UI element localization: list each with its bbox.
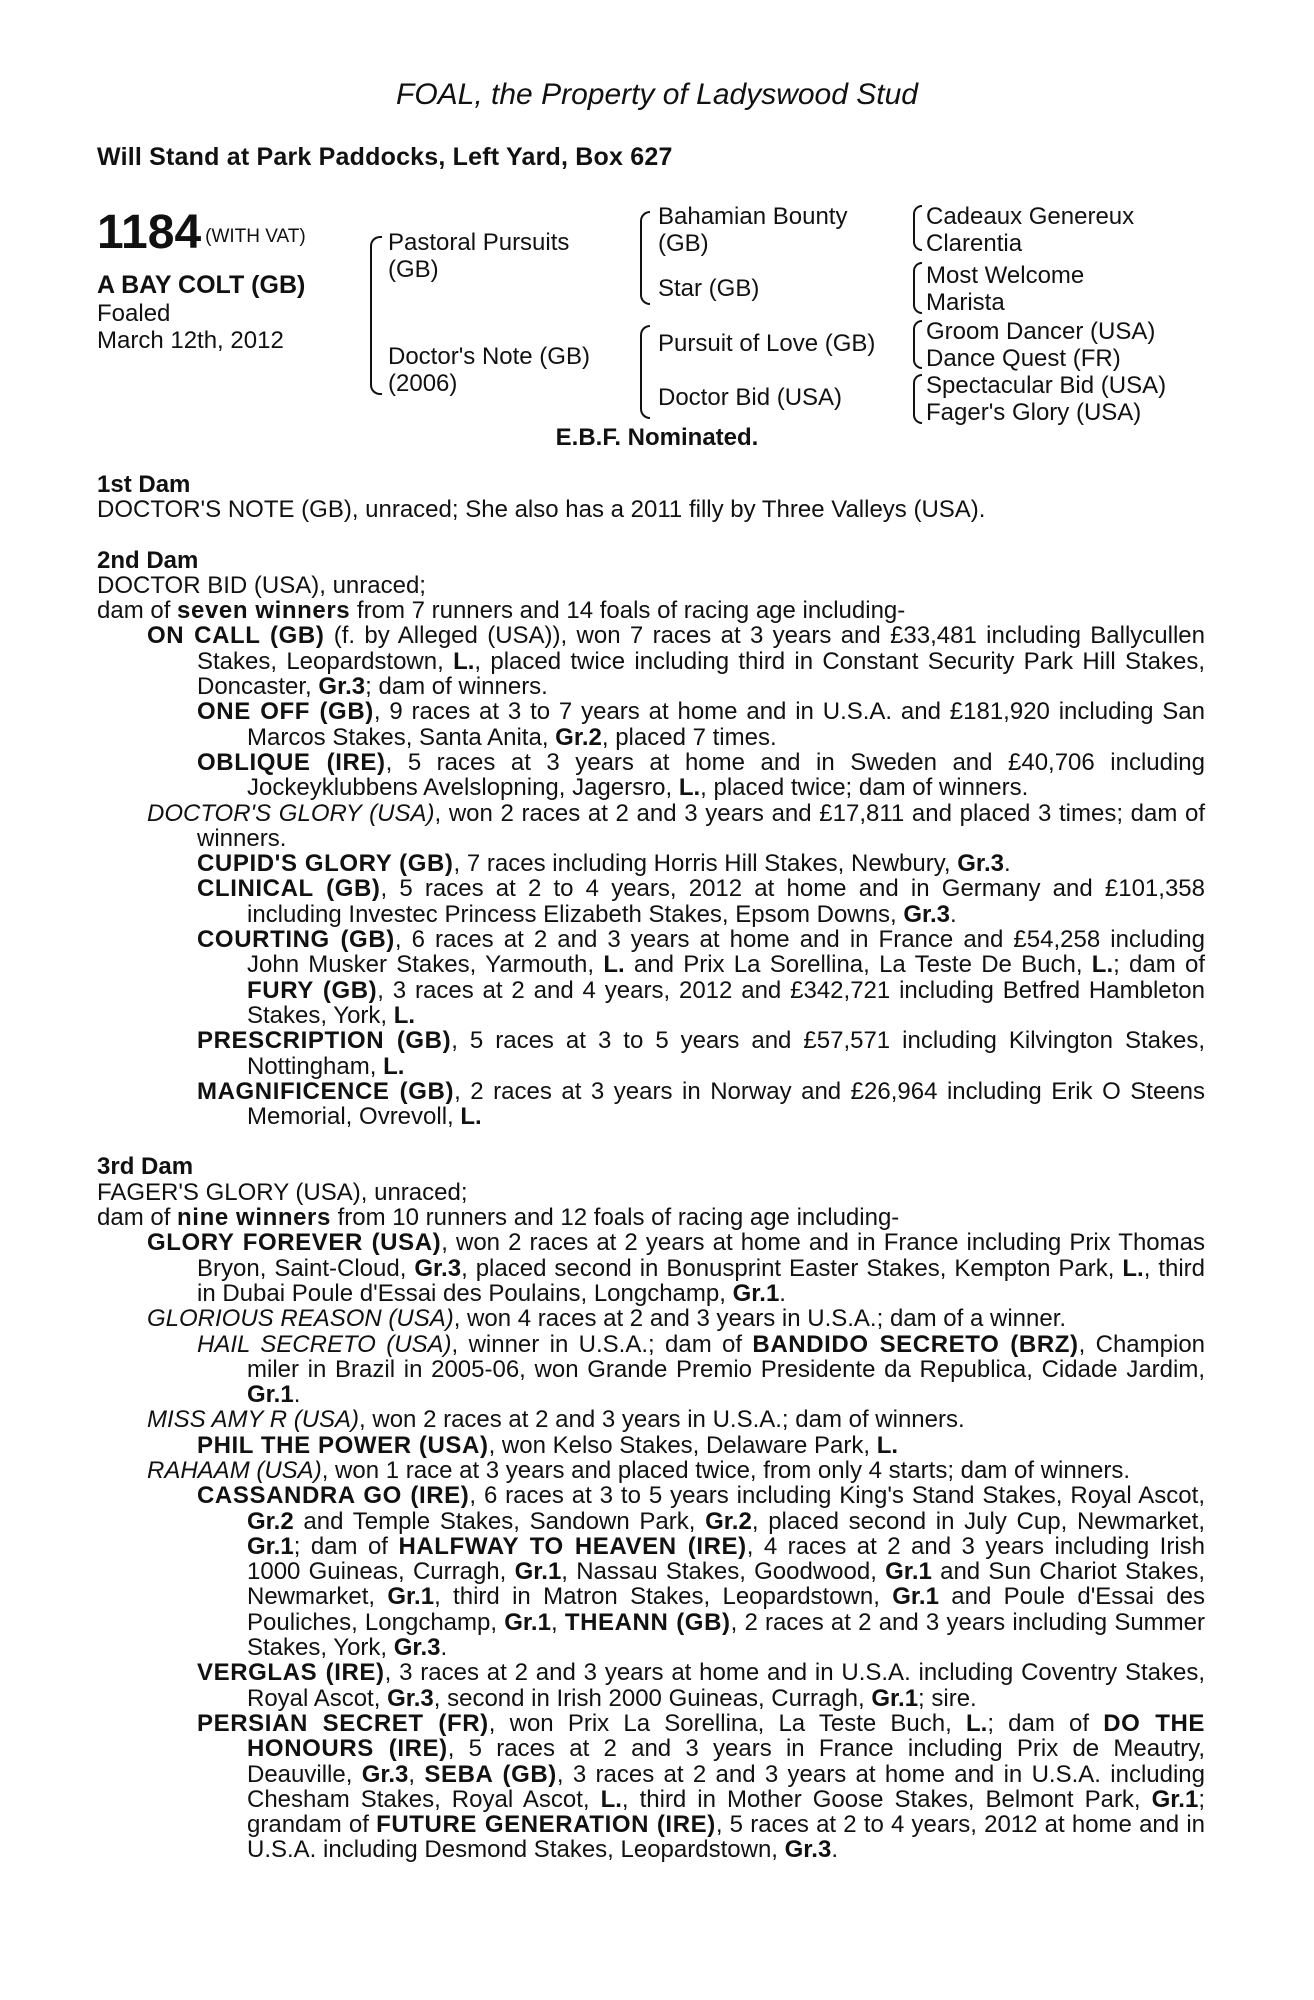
foaled-info: [97, 300, 284, 354]
pedigree-gen3-5: Groom Dancer (USA): [926, 318, 1156, 345]
list-item: COURTING (GB), 6 races at 2 and 3 years at home and in France and £54,258 including John Musker Stakes, Yarmouth, L. and Prix La Sorellina, La Teste De Buch, L.; dam of FURY (GB), 3 races at 2 and 4 years, 2012 and £342,721 including Betfred Hambleton Stakes, York, L.: [197, 926, 1205, 1029]
pedigree-body-text: [97, 472, 1205, 1863]
third-dam-line1: FAGER'S GLORY (USA), unraced;: [97, 1178, 468, 1206]
list-item: PERSIAN SECRET (FR), won Prix La Sorellina, La Teste Buch, L.; dam of DO THE HONOURS (IRE), 5 races at 2 and 3 years in France including Prix de Meautry, Deauville, Gr.3, SEBA (GB), 3 races at 2 and 3 years at home and in U.S.A. including Chesham Stakes, Royal Ascot, L., third in Mother Goose Stakes, Belmont Park, Gr.1; grandam of FUTURE GENERATION (IRE), 5 races at 2 to 4 years, 2012 at home and in U.S.A. including Desmond Stakes, Leopardstown, Gr.3.: [197, 1709, 1205, 1864]
pedigree-gen3-6: Dance Quest (FR): [926, 345, 1121, 372]
list-item: DOCTOR'S GLORY (USA), won 2 races at 2 and 3 years and £17,811 and placed 3 times; dam of winners.: [147, 799, 1206, 852]
pedigree-gen3-7: Spectacular Bid (USA): [926, 372, 1167, 399]
list-item: PRESCRIPTION (GB), 5 races at 3 to 5 years and £57,571 including Kilvington Stakes, Nottingham, L.: [197, 1027, 1205, 1080]
pedigree-bracket-dam: [640, 325, 650, 419]
pedigree-sire: Pastoral Pursuits (GB): [388, 229, 570, 283]
pedigree-bracket-sire: [640, 211, 650, 305]
stand-location: Will Stand at Park Paddocks, Left Yard, Box 627: [97, 143, 673, 171]
third-dam-line2: dam of nine winners from 10 runners and 12 foals of racing age including-: [97, 1204, 900, 1232]
pedigree-sire-dam: Star (GB): [658, 275, 760, 302]
page-title: FOAL, the Property of Ladyswood Stud: [396, 78, 918, 111]
vat-note: (WITH VAT): [205, 226, 306, 247]
list-item: PHIL THE POWER (USA), won Kelso Stakes, Delaware Park, L.: [197, 1431, 899, 1459]
pedigree-dam: Doctor's Note (GB) (2006): [388, 343, 590, 397]
pedigree-gen3-3: Most Welcome: [926, 262, 1085, 289]
list-item: CASSANDRA GO (IRE), 6 races at 3 to 5 years including King's Stand Stakes, Royal Ascot, Gr.2 and Temple Stakes, Sandown Park, Gr.2, placed second in July Cup, Newmarket, Gr.1; dam of HALFWAY TO HEAVEN (IRE), 4 races at 2 and 3 years including Irish 1000 Guineas, Curragh, Gr.1, Nassau Stakes, Goodwood, Gr.1 and Sun Chariot Stakes, Newmarket, Gr.1, third in Matron Stakes, Leopardstown, Gr.1 and Poule d'Essai des Pouliches, Longchamp, Gr.1, THEANN (GB), 2 races at 2 and 3 years including Summer Stakes, York, Gr.3.: [197, 1482, 1206, 1662]
second-dam-heading: 2nd Dam: [97, 546, 199, 574]
lot-description: A BAY COLT (GB): [97, 271, 306, 299]
pedigree-bracket-sd: [913, 262, 922, 314]
list-item: HAIL SECRETO (USA), winner in U.S.A.; dam of BANDIDO SECRETO (BRZ), Champion miler in Brazil in 2005-06, won Grande Premio Presidente da Republica, Cidade Jardim, Gr.1.: [197, 1330, 1206, 1409]
pedigree-gen3-4: Marista: [926, 289, 1005, 316]
first-dam-heading: 1st Dam: [97, 471, 191, 498]
pedigree-sire-sire: Bahamian Bounty (GB): [658, 203, 848, 257]
list-item: VERGLAS (IRE), 3 races at 2 and 3 years at home and in U.S.A. including Coventry Stakes, Royal Ascot, Gr.3, second in Irish 2000 Guineas, Curragh, Gr.1; sire.: [197, 1659, 1205, 1712]
list-item: MAGNIFICENCE (GB), 2 races at 3 years in Norway and £26,964 including Erik O Steens Memorial, Ovrevoll, L.: [197, 1077, 1206, 1131]
list-item: GLORIOUS REASON (USA), won 4 races at 2 and 3 years in U.S.A.; dam of a winner.: [147, 1305, 1067, 1333]
foaled-label: Foaled: [97, 300, 171, 327]
pedigree-gen3-2: Clarentia: [926, 230, 1023, 257]
second-dam-line1: DOCTOR BID (USA), unraced;: [97, 571, 426, 599]
pedigree-bracket-dd: [913, 374, 922, 424]
pedigree-dam-sire: Pursuit of Love (GB): [658, 330, 876, 357]
foaled-date: March 12th, 2012: [97, 327, 284, 354]
pedigree-bracket-main: [370, 236, 382, 395]
second-dam-line2: dam of seven winners from 7 runners and 14 foals of racing age including-: [97, 597, 906, 625]
list-item: CUPID'S GLORY (GB), 7 races including Horris Hill Stakes, Newbury, Gr.3.: [197, 850, 1011, 878]
list-item: ONE OFF (GB), 9 races at 3 to 7 years at home and in U.S.A. and £181,920 including San Marcos Stakes, Santa Anita, Gr.2, placed 7 times.: [197, 698, 1205, 751]
first-dam-text: DOCTOR'S NOTE (GB), unraced; She also has a 2011 filly by Three Valleys (USA).: [97, 496, 986, 524]
list-item: OBLIQUE (IRE), 5 races at 3 years at home and in Sweden and £40,706 including Jockeyklubbens Avelslopning, Jagersro, L., placed twice; dam of winners.: [197, 748, 1205, 802]
lot-number: 1184: [97, 206, 202, 259]
lot-number-block: [97, 205, 306, 260]
list-item: MISS AMY R (USA), won 2 races at 2 and 3 years in U.S.A.; dam of winners.: [147, 1406, 965, 1434]
third-dam-heading: 3rd Dam: [97, 1153, 194, 1181]
list-item: ON CALL (GB) (f. by Alleged (USA)), won 7 races at 3 years and £33,481 including Ballycullen Stakes, Leopardstown, L., placed twice including third in Constant Security Park Hill Stakes, Doncaster, Gr.3; dam of winners.: [147, 622, 1205, 701]
pedigree-gen3-8: Fager's Glory (USA): [926, 399, 1142, 426]
pedigree-gen3-1: Cadeaux Genereux: [926, 203, 1135, 230]
list-item: RAHAAM (USA), won 1 race at 3 years and placed twice, from only 4 starts; dam of winners.: [147, 1456, 1131, 1484]
pedigree-bracket-ds: [913, 320, 922, 369]
ebf-nominated: E.B.F. Nominated.: [555, 424, 759, 451]
pedigree-bracket-ss: [913, 205, 922, 251]
list-item: GLORY FOREVER (USA), won 2 races at 2 years at home and in France including Prix Thomas Bryon, Saint-Cloud, Gr.3, placed second in Bonusprint Easter Stakes, Kempton Park, L., third in Dubai Poule d'Essai des Poulains, Longchamp, Gr.1.: [147, 1229, 1205, 1307]
list-item: CLINICAL (GB), 5 races at 2 to 4 years, 2012 at home and in Germany and £101,358 including Investec Princess Elizabeth Stakes, Epsom Downs, Gr.3.: [197, 875, 1205, 928]
pedigree-dam-dam: Doctor Bid (USA): [658, 384, 843, 411]
